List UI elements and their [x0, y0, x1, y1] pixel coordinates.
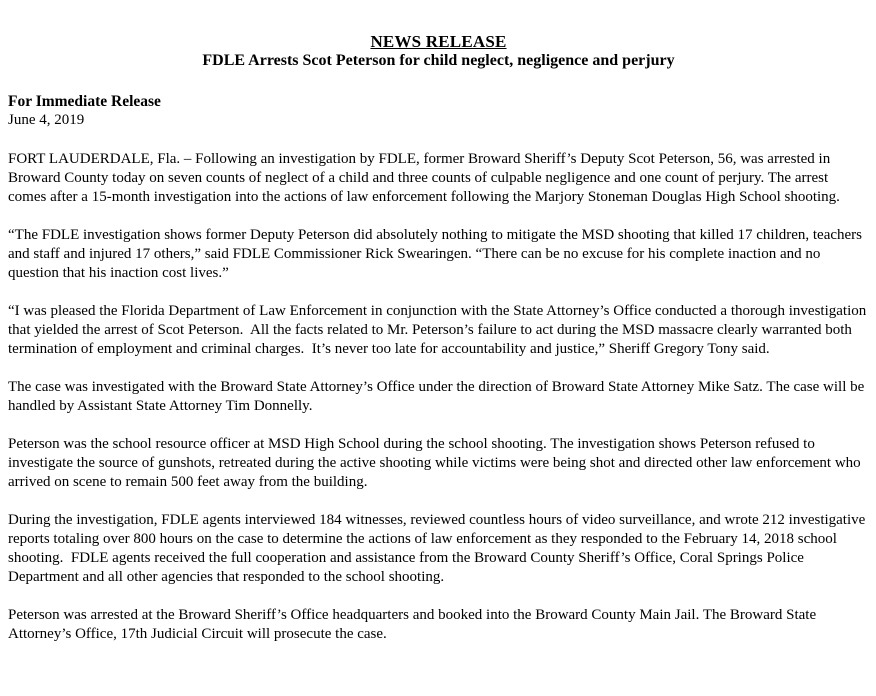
paragraph-peterson-role: Peterson was the school resource officer at MSD High School during the school shooting. The investigation shows Peterson refused to investigate the source of gunshots, retreated during the active shooting while victims were being shot and directed other law enforcement who arrived on scene to remain 500 feet away from the building. [8, 436, 865, 490]
paragraph-swearingen-quote: “The FDLE investigation shows former Deputy Peterson did absolutely nothing to mitigate the MSD shooting that killed 17 children, teachers and staff and injured 17 others,” said FDLE Commissioner Rick Swearingen. “There can be no excuse for his complete inaction and no question that his inaction cost lives.” [8, 227, 866, 281]
document-header [8, 32, 869, 70]
paragraph-tony-quote: “I was pleased the Florida Department of Law Enforcement in conjunction with the State Attorney’s Office conducted a thorough investigation that yielded the arrest of Scot Peterson. All the facts related to Mr. Peterson’s failure to act during the MSD massacre clearly warranted both termination of employment and criminal charges. It’s never too late for accountability and justice,” Sheriff Gregory Tony said. [8, 303, 870, 357]
paragraph-arrest-booking: Peterson was arrested at the Broward Sheriff’s Office headquarters and booked into the Broward County Main Jail. The Broward State Attorney’s Office, 17th Judicial Circuit will prosecute the case. [8, 607, 820, 642]
paragraph-investigation-details: During the investigation, FDLE agents interviewed 184 witnesses, reviewed countless hours of video surveillance, and wrote 212 investigative reports totaling over 800 hours on the case to determine the actions of law enforcement as they responded to the February 14, 2018 school shooting. FDLE agents received the full cooperation and assistance from the Broward County Sheriff’s Office, Coral Springs Police Department and all other agencies that responded to the school shooting. [8, 512, 870, 585]
document-body [8, 150, 869, 644]
paragraph-case-handling: The case was investigated with the Broward State Attorney’s Office under the direction of Broward State Attorney Mike Satz. The case will be handled by Assistant State Attorney Tim Donnelly. [8, 379, 869, 414]
page-title: NEWS RELEASE [370, 32, 507, 51]
release-status: For Immediate Release [8, 93, 161, 110]
paragraph-dateline: FORT LAUDERDALE, Fla. – Following an investigation by FDLE, former Broward Sheriff’s Deputy Scot Peterson, 56, was arrested in Broward County today on seven counts of neglect of a child and three counts of culpable negligence and one count of perjury. The arrest comes after a 15-month investigation into the actions of law enforcement following the Marjory Stoneman Douglas High School shooting. [8, 151, 840, 205]
document-subtitle: FDLE Arrests Scot Peterson for child neglect, negligence and perjury [202, 52, 675, 69]
release-date: June 4, 2019 [8, 112, 85, 128]
release-info [8, 92, 869, 130]
